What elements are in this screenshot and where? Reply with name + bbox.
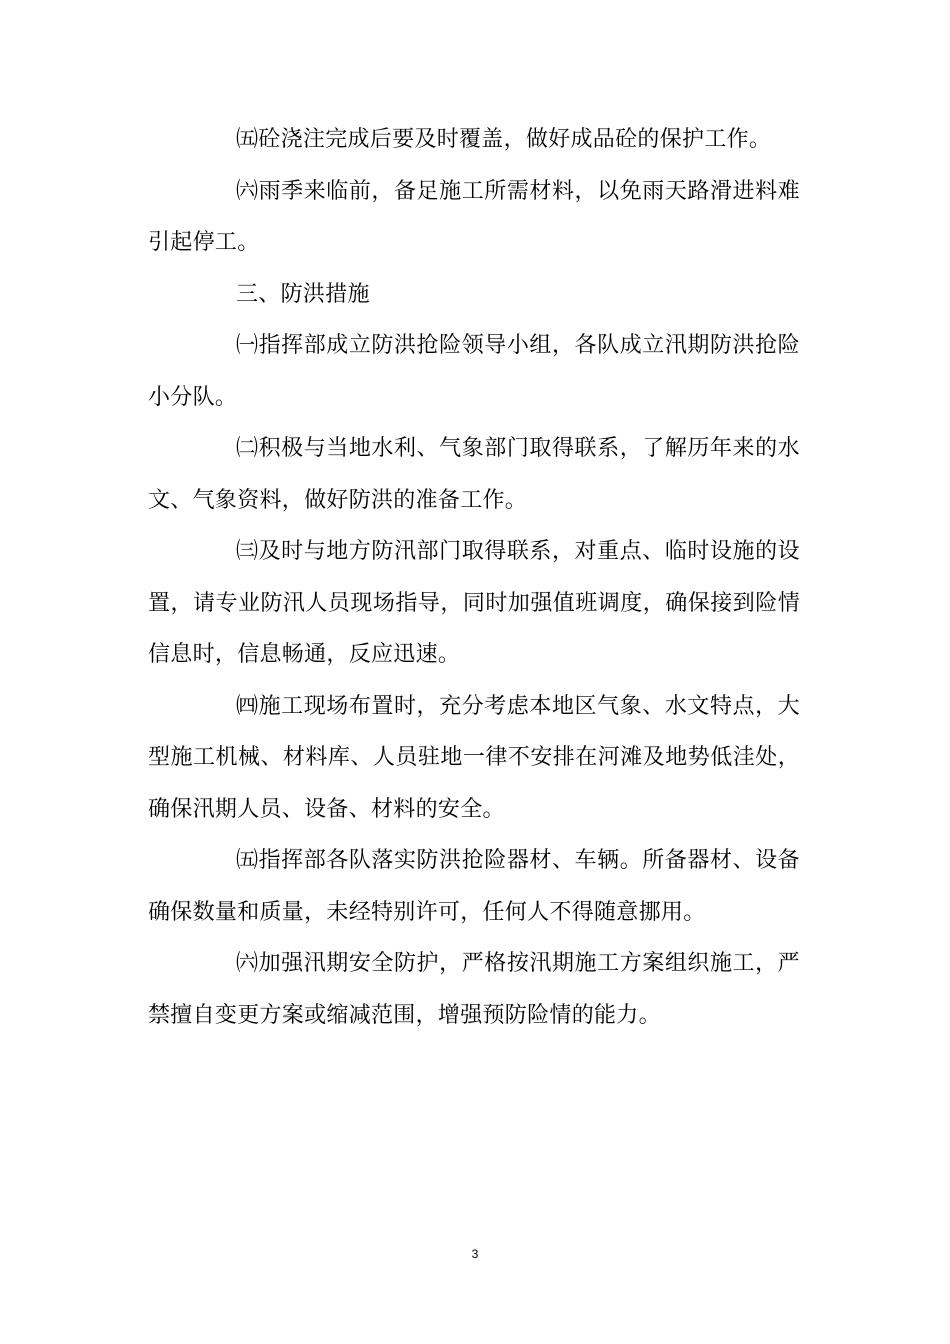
section-heading-flood-prevention: 三、防洪措施 xyxy=(236,281,370,307)
paragraph-flood-4-site-layout: ㈣施工现场布置时，充分考虑本地区气象、水文特点，大型施工机械、材料库、人员驻地一律不安排在河滩及地势低洼处，确保汛期人员、设备、材料的安全。 xyxy=(148,693,800,822)
paragraph-item-6-rain-materials: ㈥雨季来临前，备足施工所需材料，以免雨天路滑进料难引起停工。 xyxy=(148,178,800,255)
paragraph-item-5-cover-concrete: ㈤砼浇注完成后要及时覆盖，做好成品砼的保护工作。 xyxy=(236,127,772,152)
paragraph-flood-2-contact-departments: ㈡积极与当地水利、气象部门取得联系，了解历年来的水文、气象资料，做好防洪的准备工作。 xyxy=(148,436,800,513)
paragraph-flood-3-flood-control-contact: ㈢及时与地方防汛部门取得联系，对重点、临时设施的设置，请专业防汛人员现场指导，同时加强值班调度，确保接到险情信息时，信息畅通，反应迅速。 xyxy=(148,539,800,667)
paragraph-flood-5-equipment: ㈤指挥部各队落实防洪抢险器材、车辆。所备器材、设备确保数量和质量，未经特别许可，任何人不得随意挪用。 xyxy=(148,848,800,925)
paragraph-flood-6-safety-protection: ㈥加强汛期安全防护，严格按汛期施工方案组织施工，严禁擅自变更方案或缩减范围，增强预防险情的能力。 xyxy=(148,951,800,1028)
paragraph-flood-1-leadership-group: ㈠指挥部成立防洪抢险领导小组，各队成立汛期防洪抢险小分队。 xyxy=(148,333,800,410)
document-body xyxy=(148,114,800,1041)
page-number: 3 xyxy=(471,1247,479,1261)
